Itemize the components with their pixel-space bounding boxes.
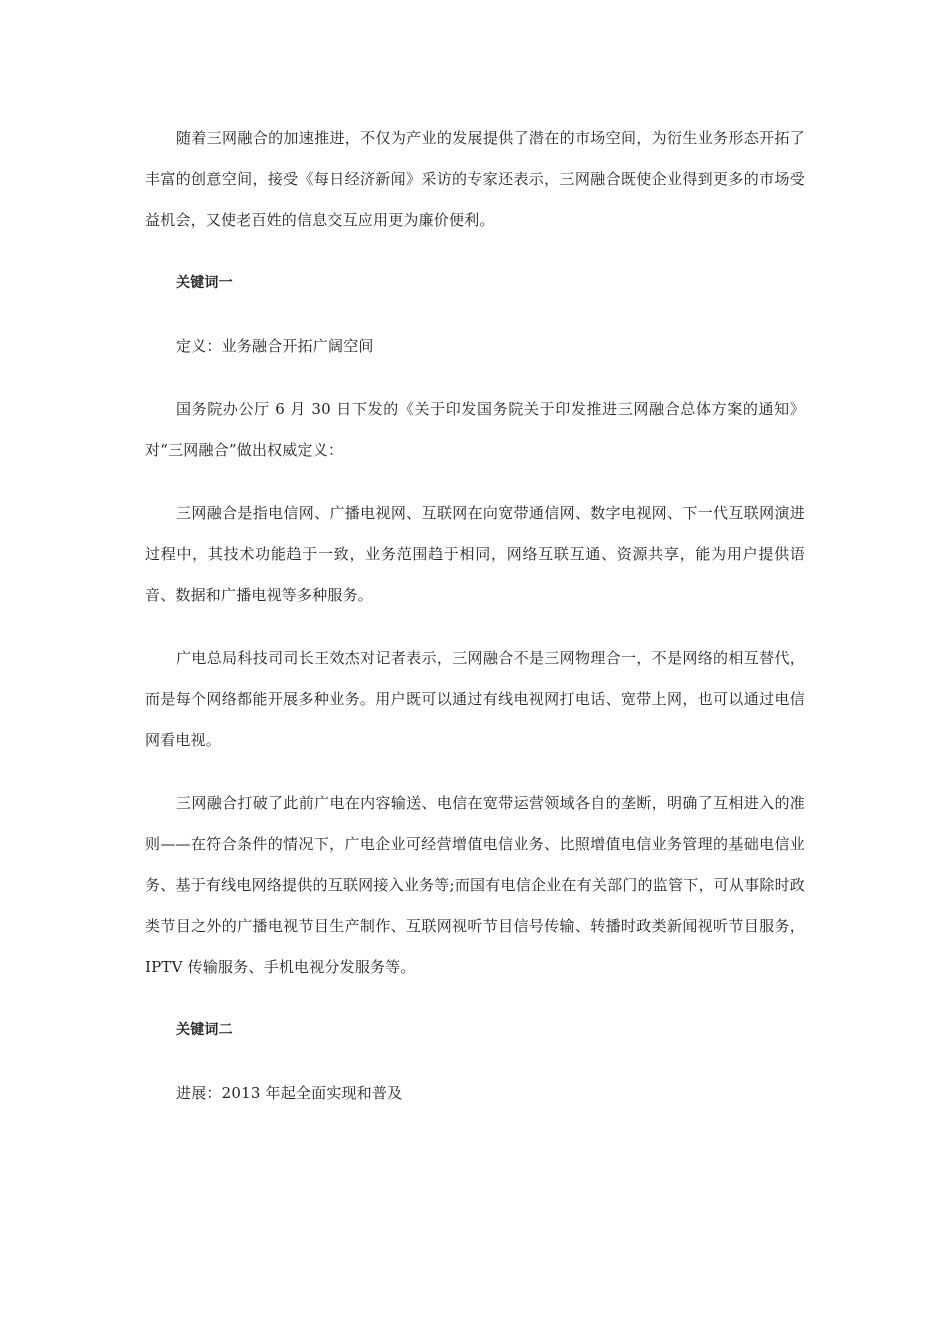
keyword1-heading: 关键词一	[176, 275, 233, 291]
keyword1-paragraph-official-statement: 广电总局科技司司长王效杰对记者表示，三网融合不是三网物理合一，不是网络的相互替代，而是每个网络都能开展多种业务。用户既可以通过有线电视网打电话、宽带上网，也可以通过电信网看电视。	[145, 649, 805, 749]
keyword2-subtitle: 进展：2013 年起全面实现和普及	[176, 1084, 403, 1102]
intro-paragraph: 随着三网融合的加速推进，不仅为产业的发展提供了潜在的市场空间，为衍生业务形态开拓了丰富的创意空间，接受《每日经济新闻》采访的专家还表示，三网融合既使企业得到更多的市场受益机会，又使老百姓的信息交互应用更为廉价便利。	[145, 129, 805, 229]
keyword1-paragraph-definition: 三网融合是指电信网、广播电视网、互联网在向宽带通信网、数字电视网、下一代互联网演进过程中，其技术功能趋于一致，业务范围趋于相同，网络互联互通、资源共享，能为用户提供语音、数据和广播电视等多种服务。	[145, 504, 805, 604]
keyword1-paragraph-definition-source: 国务院办公厅 6 月 30 日下发的《关于印发国务院关于印发推进三网融合总体方案的通知》对“三网融合”做出权威定义：	[145, 400, 805, 459]
keyword2-heading: 关键词二	[176, 1022, 233, 1038]
keyword1-subtitle: 定义：业务融合开拓广阔空间	[176, 337, 374, 355]
document-page	[145, 118, 805, 1136]
keyword1-paragraph-market-entry: 三网融合打破了此前广电在内容输送、电信在宽带运营领域各自的垄断，明确了互相进入的准则——在符合条件的情况下，广电企业可经营增值电信业务、比照增值电信业务管理的基础电信业务、基于有线电网络提供的互联网接入业务等;而国有电信企业在有关部门的监管下，可从事除时政类节目之外的广播电视节目生产制作、互联网视听节目信号传输、转播时政类新闻视听节目服务，IPTV 传输服务、手机电视分发服务等。	[145, 794, 805, 976]
